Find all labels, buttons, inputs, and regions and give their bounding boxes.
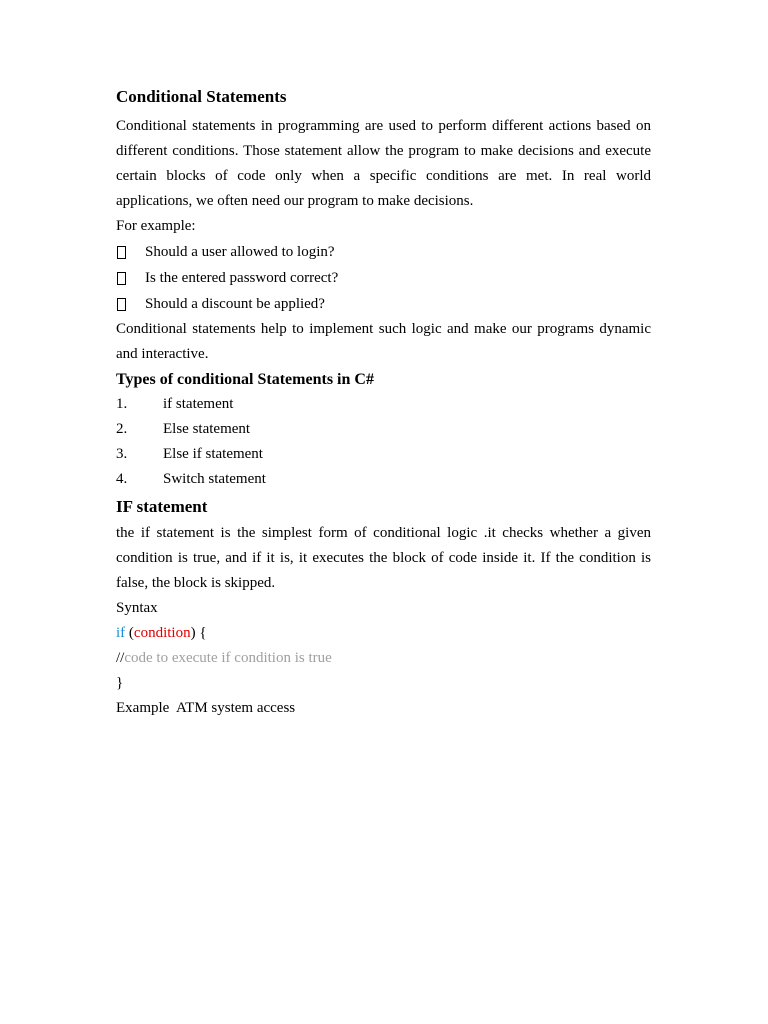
code-line-if — [116, 621, 651, 646]
code-line-closing-brace: } — [116, 675, 124, 691]
document-title: Conditional Statements — [116, 87, 287, 106]
example-line: Example ATM system access — [116, 700, 296, 716]
bullet-text: Should a discount be applied? — [145, 295, 325, 312]
bullet-text: Is the entered password correct? — [145, 269, 339, 286]
syntax-label: Syntax — [116, 600, 158, 616]
missing-glyph-icon — [117, 298, 126, 311]
list-label: if statement — [163, 396, 234, 412]
code-open-paren: ( — [125, 625, 134, 641]
missing-glyph-icon — [117, 272, 126, 285]
list-label: Switch statement — [163, 471, 266, 487]
bullet-item — [116, 265, 651, 291]
types-list — [116, 392, 651, 492]
example-label: For example: — [116, 218, 196, 234]
missing-glyph-icon — [117, 246, 126, 259]
list-label: Else statement — [163, 421, 251, 437]
list-item — [116, 442, 651, 467]
list-number: 2. — [116, 421, 128, 437]
list-label: Else if statement — [163, 446, 263, 462]
code-keyword: if — [116, 625, 126, 641]
list-item — [116, 467, 651, 492]
list-item — [116, 417, 651, 442]
list-item — [116, 392, 651, 417]
code-comment-text: code to execute if condition is true — [124, 650, 332, 666]
bullet-item — [116, 239, 651, 265]
list-number: 3. — [116, 446, 128, 462]
list-number: 4. — [116, 471, 128, 487]
bullet-item — [116, 291, 651, 317]
bullet-text: Should a user allowed to login? — [145, 243, 335, 260]
document-content — [116, 86, 651, 721]
list-number: 1. — [116, 396, 128, 412]
code-line-comment — [116, 646, 651, 671]
if-statement-heading: IF statement — [116, 497, 208, 516]
types-heading: Types of conditional Statements in C# — [116, 371, 374, 388]
intro-paragraph: Conditional statements in programming are used to perform different actions based on different conditions. Those statement allow the program to make decisions and execute certain blocks of code only when a specific conditions are met. In real world applications, we often need our program to make decisions. — [116, 118, 651, 209]
code-condition: condition — [133, 625, 191, 641]
code-close: ) { — [190, 625, 207, 641]
if-description: the if statement is the simplest form of conditional logic .it checks whether a given condition is true, and if it is, it executes the block of code inside it. If the condition is false, the block is skipped. — [116, 525, 651, 591]
code-comment-slashes: // — [116, 650, 125, 666]
question-bullet-list — [116, 239, 651, 317]
summary-paragraph: Conditional statements help to implement such logic and make our programs dynamic and interactive. — [116, 321, 651, 362]
